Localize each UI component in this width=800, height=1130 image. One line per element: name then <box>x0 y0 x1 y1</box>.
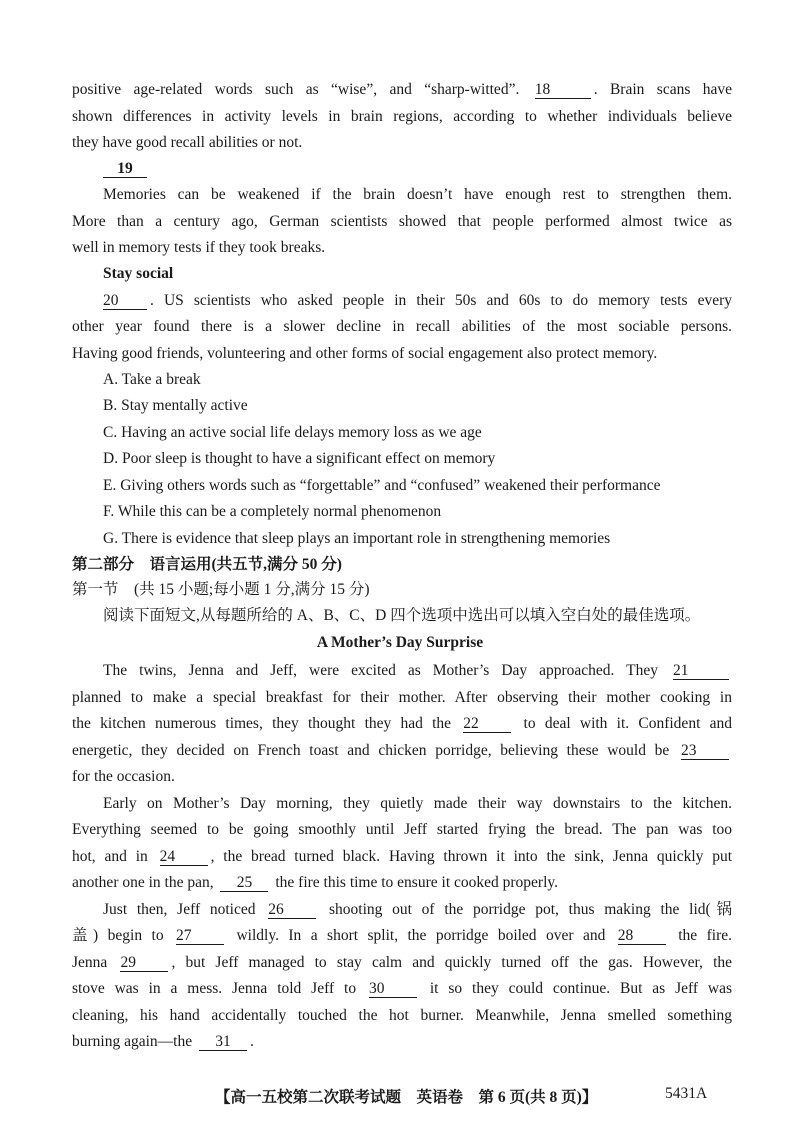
text-segment: to deal with it. Confident and <box>523 715 732 732</box>
text-segment: The twins, Jenna and Jeff, were excited as Mother’s Day approached. They <box>103 662 658 679</box>
text-segment: stove was in a mess. Jenna told Jeff to <box>72 980 357 997</box>
blank-31: 31 <box>199 1034 247 1051</box>
blank-30: 30 <box>369 981 417 998</box>
cloze-title: A Mother’s Day Surprise <box>316 634 484 651</box>
blank-18: 18 <box>535 82 591 99</box>
passage-line: other year found there is a slower decline in recall abilities of the most sociable persons. <box>72 318 732 335</box>
text-segment: energetic, they decided on French toast and chicken porridge, believing these would be <box>72 742 670 759</box>
passage-line <box>72 953 732 973</box>
passage-line <box>72 979 732 999</box>
option-f: F. While this can be a completely normal phenomenon <box>103 503 442 520</box>
blank-27: 27 <box>176 928 224 945</box>
text-segment: . <box>249 1033 254 1050</box>
text-segment: it so they could continue. But as Jeff was <box>429 980 732 997</box>
text-segment: . Brain scans have <box>593 81 732 98</box>
passage-line <box>72 714 732 734</box>
section-heading: Stay social <box>103 265 174 282</box>
text-segment: the fire this time to ensure it cooked properly. <box>275 874 559 891</box>
blank-23: 23 <box>681 743 729 760</box>
passage-line: they have good recall abilities or not. <box>72 134 303 151</box>
passage-line: planned to make a special breakfast for their mother. After observing their mother cooking in <box>72 689 732 706</box>
text-segment: burning again—the <box>72 1033 193 1050</box>
passage-line <box>72 80 732 100</box>
blank-26: 26 <box>268 902 316 919</box>
text-segment: . US scientists who asked people in their 50s and 60s to do memory tests every <box>150 292 732 309</box>
part2-title: 第二部分 语言运用(共五节,满分 50 分) <box>72 556 342 573</box>
text-segment: hot, and in <box>72 848 148 865</box>
passage-line <box>72 1032 732 1052</box>
blank-25: 25 <box>220 875 268 892</box>
text-segment: the kitchen numerous times, they thought they had the <box>72 715 452 732</box>
text-segment: shooting out of the porridge pot, thus making the lid(锅 <box>328 901 732 918</box>
blank-22: 22 <box>463 716 511 733</box>
passage-line <box>72 926 732 946</box>
text-segment: the fire. <box>678 927 732 944</box>
section1-title: 第一节 (共 15 小题;每小题 1 分,满分 15 分) <box>72 581 370 598</box>
blank-19-heading <box>103 159 732 179</box>
instruction: 阅读下面短文,从每题所给的 A、B、C、D 四个选项中选出可以填入空白处的最佳选项。 <box>103 607 701 624</box>
text-segment: wildly. In a short split, the porridge boiled over and <box>236 927 606 944</box>
passage-line <box>103 291 732 311</box>
passage-line: Having good friends, volunteering and other forms of social engagement also protect memory. <box>72 345 658 362</box>
passage-line: well in memory tests if they took breaks. <box>72 239 326 256</box>
passage-line <box>72 741 732 761</box>
blank-19: 19 <box>103 161 147 178</box>
passage-line <box>72 873 732 893</box>
passage-line: Early on Mother’s Day morning, they quietly made their way downstairs to the kitchen. <box>103 795 732 812</box>
option-e: E. Giving others words such as “forgettable” and “confused” weakened their performance <box>103 477 661 494</box>
passage-line: cleaning, his hand accidentally touched the hot burner. Meanwhile, Jenna smelled something <box>72 1007 732 1024</box>
blank-20: 20 <box>103 293 147 310</box>
option-a: A. Take a break <box>103 371 201 388</box>
exam-code: 5431A <box>665 1085 708 1102</box>
text-segment: , but Jeff managed to stay calm and quickly turned off the gas. However, the <box>171 954 732 971</box>
blank-29: 29 <box>120 955 168 972</box>
passage-line: Memories can be weakened if the brain doesn’t have enough rest to strengthen them. <box>103 186 732 203</box>
passage-line: Everything seemed to be going smoothly until Jeff started frying the bread. The pan was too <box>72 821 732 838</box>
blank-28: 28 <box>618 928 666 945</box>
option-g: G. There is evidence that sleep plays an important role in strengthening memories <box>103 530 611 547</box>
text-segment: Jenna <box>72 954 108 971</box>
blank-21: 21 <box>673 663 729 680</box>
passage-line <box>103 661 732 681</box>
passage-line: for the occasion. <box>72 768 175 785</box>
passage-line: More than a century ago, German scientists showed that people performed almost twice as <box>72 213 732 230</box>
passage-line <box>72 847 732 867</box>
option-c: C. Having an active social life delays memory loss as we age <box>103 424 482 441</box>
option-b: B. Stay mentally active <box>103 397 248 414</box>
text-segment: positive age-related words such as “wise”, and “sharp-witted”. <box>72 81 520 98</box>
option-d: D. Poor sleep is thought to have a significant effect on memory <box>103 450 496 467</box>
blank-24: 24 <box>160 849 208 866</box>
text-segment: 盖) begin to <box>72 927 164 944</box>
text-segment: another one in the pan, <box>72 874 214 891</box>
passage-line: shown differences in activity levels in brain regions, according to whether individuals believe <box>72 108 732 125</box>
text-segment: Just then, Jeff noticed <box>103 901 256 918</box>
passage-line <box>103 900 732 920</box>
footer-label: 【高一五校第二次联考试题 英语卷 第 6 页(共 8 页)】 <box>215 1089 598 1106</box>
text-segment: , the bread turned black. Having thrown it into the sink, Jenna quickly put <box>210 848 732 865</box>
